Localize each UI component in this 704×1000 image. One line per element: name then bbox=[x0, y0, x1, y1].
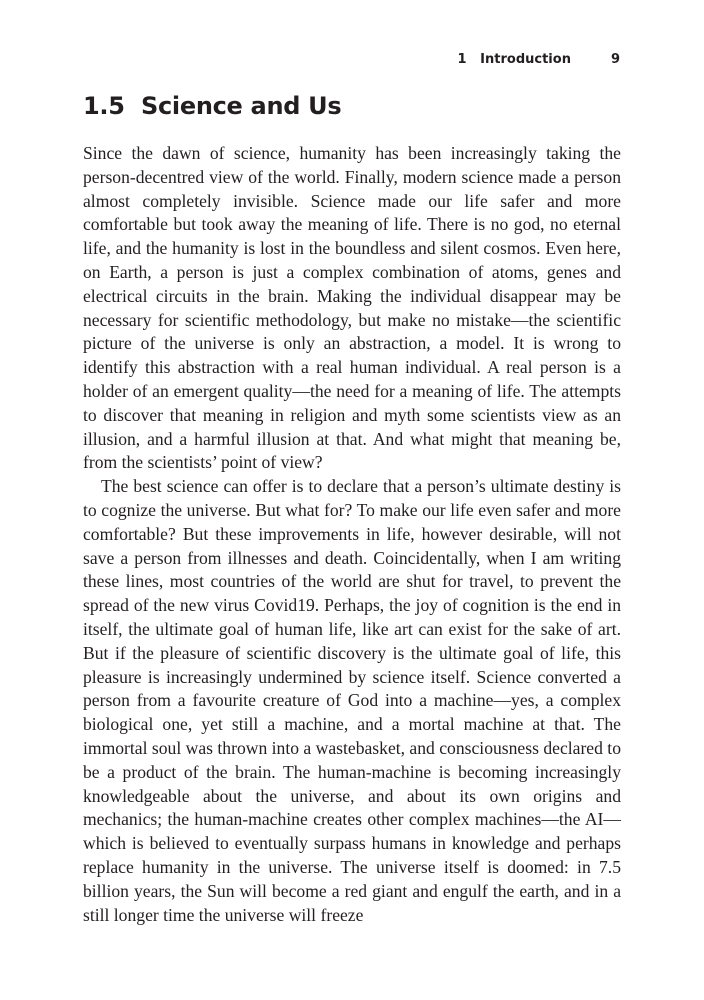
paragraph: Since the dawn of science, humanity has been increasingly taking the person-decentred view of the world. Finally, modern science made a person almost completely invisible. Science made our life safer and more comfortable but took away the meaning of life. There is no god, no eternal life, and the humanity is lost in the boundless and silent cosmos. Even here, on Earth, a person is just a complex combination of atoms, genes and electrical circuits in the brain. Making the individual disappear may be necessary for scientific methodology, but make no mistake—the scientific picture of the universe is only an abstraction, a model. It is wrong to identify this abstraction with a real human individual. A real person is a holder of an emergent quality—the need for a meaning of life. The attempts to discover that meaning in religion and myth some scientists view as an illusion, and a harmful illusion at that. And what might that meaning be, from the scientists’ point of view? bbox=[83, 143, 621, 473]
page-number: 9 bbox=[610, 52, 620, 67]
body-text bbox=[83, 142, 621, 927]
section-heading bbox=[83, 92, 341, 120]
chapter-number: 1 bbox=[457, 52, 467, 67]
section-title: Science and Us bbox=[141, 92, 342, 120]
running-head bbox=[458, 52, 620, 67]
paragraph: The best science can offer is to declare that a person’s ultimate destiny is to cognize the universe. But what for? To make our life even safer and more comfortable? But these improvements in life, however desirable, will not save a person from illnesses and death. Coincidentally, when I am writing these lines, most countries of the world are shut for travel, to prevent the spread of the new virus Covid19. Perhaps, the joy of cognition is the end in itself, the ultimate goal of human life, like art can exist for the sake of art. But if the pleasure of scientific discovery is the ultimate goal of life, this pleasure is increasingly undermined by science itself. Science converted a person from a favourite creature of God into a machine—yes, a complex biological one, yet still a machine, and a mortal machine at that. The immortal soul was thrown into a wastebasket, and consciousness declared to be a product of the brain. The human-machine is becoming increasingly knowledgeable about the universe, and about its own origins and mechanics; the human-machine creates other complex machines—the AI—which is believed to eventually surpass humans in knowledge and perhaps replace humanity in the universe. The universe itself is doomed: in 7.5 billion years, the Sun will become a red giant and engulf the earth, and in a still longer time the universe will freeze bbox=[83, 476, 621, 925]
chapter-title: Introduction bbox=[480, 52, 571, 67]
section-number: 1.5 bbox=[83, 92, 125, 120]
